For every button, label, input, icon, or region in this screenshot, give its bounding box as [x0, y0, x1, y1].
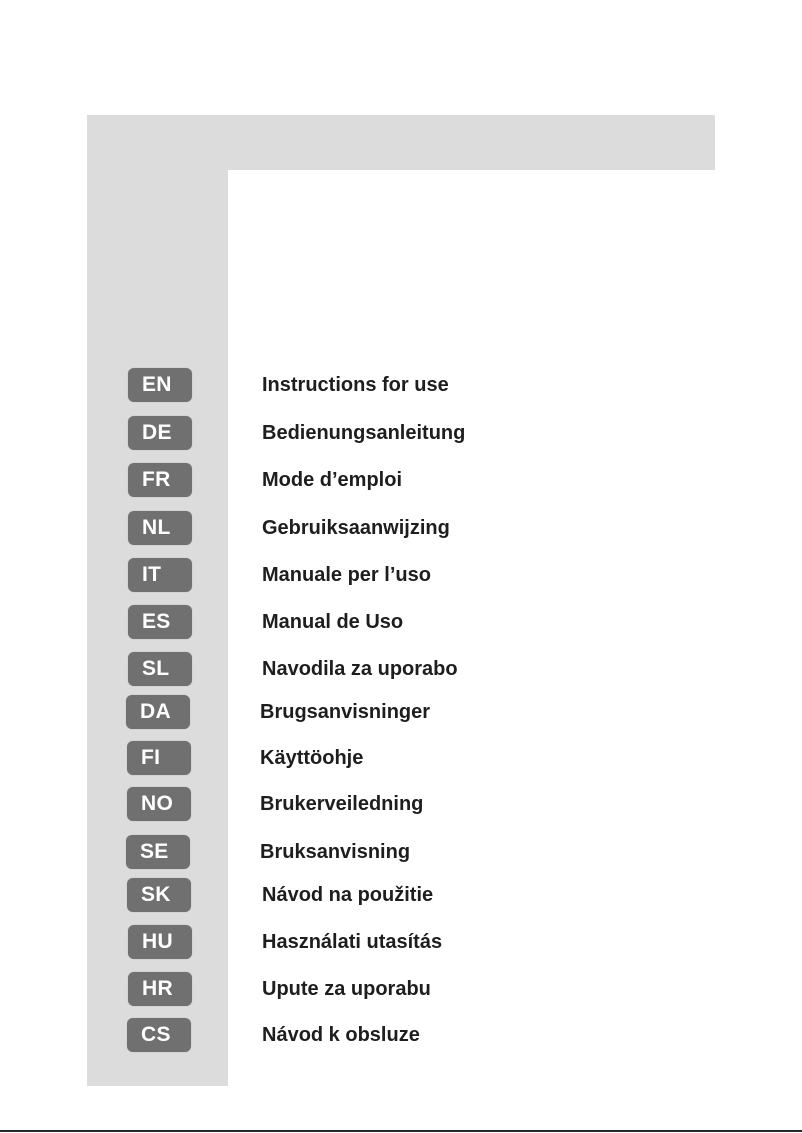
language-badge-sl: SL	[128, 652, 192, 686]
language-row-en	[0, 368, 802, 402]
language-title-es: Manual de Uso	[262, 611, 404, 633]
language-title-no: Brukerveiledning	[260, 793, 424, 815]
language-row-hu	[0, 925, 802, 959]
language-row-no	[0, 787, 802, 821]
language-title-cs: Návod k obsluze	[262, 1024, 420, 1046]
language-row-se	[0, 835, 802, 869]
language-title-da: Brugsanvisninger	[260, 701, 431, 723]
language-badge-de: DE	[128, 416, 192, 450]
language-title-se: Bruksanvisning	[260, 841, 411, 863]
language-badge-cs: CS	[127, 1018, 191, 1052]
language-badge-sk: SK	[127, 878, 191, 912]
language-row-de	[0, 416, 802, 450]
language-row-sk	[0, 878, 802, 912]
language-badge-no: NO	[127, 787, 191, 821]
language-title-hu: Használati utasítás	[262, 931, 443, 953]
language-row-cs	[0, 1018, 802, 1052]
language-badge-hr: HR	[128, 972, 192, 1006]
language-badge-se: SE	[126, 835, 190, 869]
language-title-fr: Mode d’emploi	[262, 469, 402, 491]
language-row-hr	[0, 972, 802, 1006]
language-badge-fi: FI	[127, 741, 191, 775]
language-row-sl	[0, 652, 802, 686]
language-badge-en: EN	[128, 368, 192, 402]
language-row-it	[0, 558, 802, 592]
language-title-nl: Gebruiksaanwijzing	[262, 517, 450, 539]
language-title-hr: Upute za uporabu	[262, 978, 431, 1000]
language-row-nl	[0, 511, 802, 545]
language-badge-hu: HU	[128, 925, 192, 959]
language-title-de: Bedienungsanleitung	[262, 422, 466, 444]
language-title-fi: Käyttöohje	[260, 747, 364, 769]
language-badge-it: IT	[128, 558, 192, 592]
language-badge-es: ES	[128, 605, 192, 639]
language-title-en: Instructions for use	[262, 374, 449, 396]
language-badge-nl: NL	[128, 511, 192, 545]
language-title-it: Manuale per l’uso	[262, 564, 431, 586]
language-row-fi	[0, 741, 802, 775]
language-title-sl: Navodila za uporabo	[262, 658, 458, 680]
language-badge-fr: FR	[128, 463, 192, 497]
language-badge-da: DA	[126, 695, 190, 729]
language-row-fr	[0, 463, 802, 497]
bottom-divider	[0, 1130, 802, 1132]
language-row-es	[0, 605, 802, 639]
language-title-sk: Návod na použitie	[262, 884, 434, 906]
language-row-da	[0, 695, 802, 729]
